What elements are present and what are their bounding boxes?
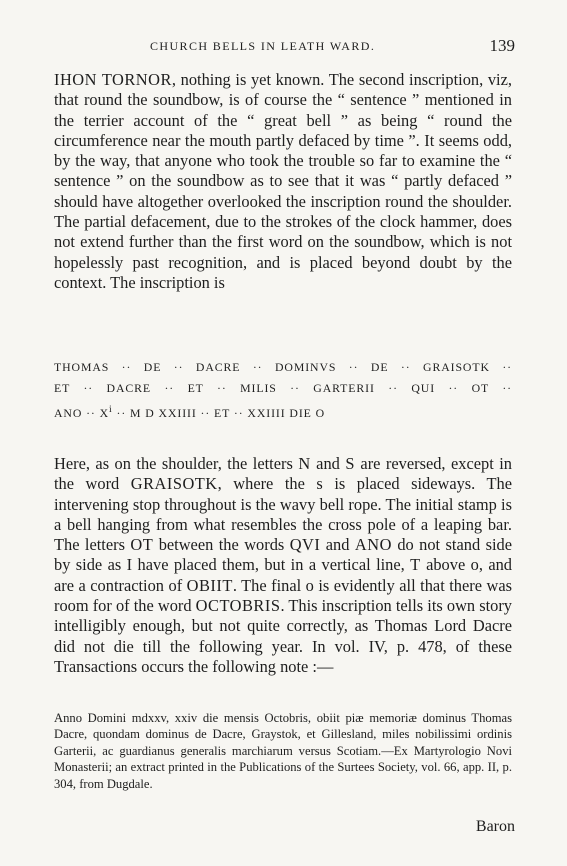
word-obiit: OBIIT: [186, 575, 233, 595]
word-qvi: QVI: [289, 535, 321, 555]
bell-inscription: [54, 357, 512, 424]
running-head: [54, 36, 515, 56]
footnote-quotation: Anno Domini mdxxv, xxiv die mensis Octobris, obiit piæ memoriæ dominus Thomas Dacre, quondam dominus de Dacre, Graystok, et Gillesland, miles nobilissimi ordinis Garterii, ac guardianus generalis marchiarum versus Scotiam.—Ex Martyrologio Novi Monasterii; an extract printed in the Publications of the Surtees Society, vol. 66, app. II, p. 304, from Dugdale.: [54, 711, 512, 791]
paragraph-soundbow-text: , nothing is yet known. The second inscription, viz, that round the soundbow, is of course the “ sentence ” mentioned in the terrier account of the “ great bell ” as being “ round the circumference near the mouth partly defaced by time ”. It seems odd, by the way, that anyone who took the trouble so far to examine the “ sentence ” on the soundbow as to see that it was “ partly defaced ” should have altogether overlooked the inscription round the shoulder. The partial defacement, due to the strokes of the clock hammer, does not extend further than the first word on the soundbow, which is not hopelessly past recognition, and is placed beyond doubt by the context. The inscription is: [54, 70, 512, 292]
letter-s: S: [345, 454, 355, 473]
word-octobris: OCTOBRIS: [195, 596, 281, 616]
commentary-text: above o, and are a contraction of: [54, 555, 512, 595]
paragraph-commentary: [54, 454, 512, 677]
name-ihon-tornor: IHON TORNOR: [54, 70, 172, 89]
inscription-line-3-start: ANO ·· X: [54, 405, 110, 420]
commentary-text: are reversed, except in the word: [54, 454, 513, 494]
word-ano: ANO: [354, 535, 392, 555]
inscription-line-1: THOMAS ·· DE ·· DACRE ·· DOMINVS ·· DE ·· GRAISOTK ··: [54, 360, 512, 374]
word-graisotk: GRAISOTK: [130, 474, 218, 494]
commentary-text: . This inscription tells its own story intelligibly enough, but not quite correctly, as Thomas Lord Dacre did not die till the following year. In vol. IV, p. 478, of these Transactions occurs the following note :—: [54, 596, 513, 676]
commentary-text: between the words: [153, 535, 290, 555]
commentary-text: and: [310, 454, 346, 473]
commentary-text: and: [320, 535, 355, 555]
letter-n: N: [298, 454, 311, 473]
letters-ot: OT: [130, 535, 154, 555]
letter-t: T: [410, 555, 421, 575]
commentary-text: , where the s is placed sideways. The intervening stop throughout is the wavy bell rope. The initial stamp is a bell hanging from what resembles the cross pole of a leaping bar. The letters: [54, 474, 512, 555]
inscription-line-3-end: ·· M D XXIIII ·· ET ·· XXIIII DIE O: [112, 405, 326, 420]
inscription-line-2: ET ·· DACRE ·· ET ·· MILIS ·· GARTERII ·· QUI ·· OT ··: [54, 381, 512, 395]
paragraph-soundbow: [54, 70, 512, 293]
commentary-text: Here, as on the shoulder, the letters: [54, 454, 299, 473]
commentary-text: do not stand side by side as I have placed them, but in a vertical line,: [54, 535, 512, 575]
inscription-line-3: [54, 399, 512, 424]
running-title: CHURCH BELLS IN LEATH WARD.: [150, 39, 376, 53]
commentary-text: . The final o is evidently all that there was room for of the word: [54, 575, 512, 616]
inscription-superscript: i: [109, 404, 113, 415]
page-number: 139: [489, 36, 515, 55]
catchword: Baron: [475, 818, 515, 835]
